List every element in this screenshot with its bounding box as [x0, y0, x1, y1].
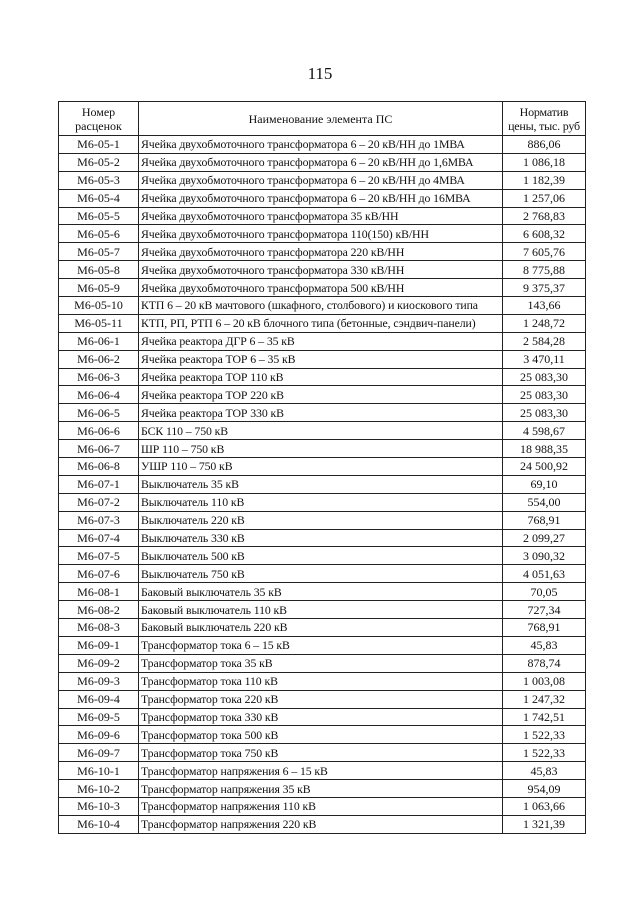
- cell-code: М6-05-2: [59, 153, 139, 171]
- cell-name: Трансформатор тока 500 кВ: [139, 726, 503, 744]
- cell-name: Трансформатор тока 6 – 15 кВ: [139, 636, 503, 654]
- cell-code: М6-06-1: [59, 332, 139, 350]
- cell-code: М6-09-7: [59, 744, 139, 762]
- table-row: [59, 279, 586, 297]
- table-row: [59, 654, 586, 672]
- cell-code: М6-09-4: [59, 690, 139, 708]
- cell-name: Ячейка двухобмоточного трансформатора 6 – 20 кВ/НН до 1,6МВА: [139, 153, 503, 171]
- cell-price: 878,74: [503, 654, 586, 672]
- price-table: [58, 101, 586, 834]
- cell-name: Ячейка двухобмоточного трансформатора 330 кВ/НН: [139, 261, 503, 279]
- cell-name: Ячейка двухобмоточного трансформатора 500 кВ/НН: [139, 279, 503, 297]
- table-row: [59, 619, 586, 637]
- cell-code: М6-06-3: [59, 368, 139, 386]
- cell-name: Выключатель 110 кВ: [139, 493, 503, 511]
- cell-price: 1 003,08: [503, 672, 586, 690]
- table-row: [59, 458, 586, 476]
- cell-name: Трансформатор тока 110 кВ: [139, 672, 503, 690]
- cell-name: БСК 110 – 750 кВ: [139, 422, 503, 440]
- cell-code: М6-09-5: [59, 708, 139, 726]
- cell-name: Выключатель 35 кВ: [139, 475, 503, 493]
- cell-code: М6-05-6: [59, 225, 139, 243]
- cell-code: М6-10-3: [59, 797, 139, 815]
- cell-code: М6-05-10: [59, 297, 139, 315]
- cell-price: 2 099,27: [503, 529, 586, 547]
- cell-price: 1 182,39: [503, 171, 586, 189]
- cell-name: Баковый выключатель 35 кВ: [139, 583, 503, 601]
- header-name: Наименование элемента ПС: [139, 102, 503, 136]
- table-row: [59, 565, 586, 583]
- cell-name: Ячейка двухобмоточного трансформатора 6 – 20 кВ/НН до 4МВА: [139, 171, 503, 189]
- cell-code: М6-05-3: [59, 171, 139, 189]
- cell-code: М6-09-3: [59, 672, 139, 690]
- cell-name: Выключатель 500 кВ: [139, 547, 503, 565]
- cell-price: 3 470,11: [503, 350, 586, 368]
- page-number: 115: [307, 64, 333, 83]
- cell-name: Трансформатор напряжения 220 кВ: [139, 815, 503, 833]
- table-row: [59, 171, 586, 189]
- cell-name: Выключатель 330 кВ: [139, 529, 503, 547]
- table-row: [59, 440, 586, 458]
- table-row: [59, 189, 586, 207]
- table-row: [59, 225, 586, 243]
- cell-code: М6-05-1: [59, 136, 139, 154]
- header-price: Норматив цены, тыс. руб: [503, 102, 586, 136]
- table-row: [59, 583, 586, 601]
- cell-code: М6-09-6: [59, 726, 139, 744]
- cell-code: М6-06-2: [59, 350, 139, 368]
- table-row: [59, 726, 586, 744]
- cell-price: 1 063,66: [503, 797, 586, 815]
- cell-price: 6 608,32: [503, 225, 586, 243]
- cell-price: 1 257,06: [503, 189, 586, 207]
- cell-price: 8 775,88: [503, 261, 586, 279]
- cell-name: Ячейка двухобмоточного трансформатора 220 кВ/НН: [139, 243, 503, 261]
- cell-code: М6-10-1: [59, 762, 139, 780]
- table-row: [59, 601, 586, 619]
- table-row: [59, 350, 586, 368]
- table-row: [59, 511, 586, 529]
- table-row: [59, 708, 586, 726]
- cell-code: М6-08-2: [59, 601, 139, 619]
- cell-code: М6-06-8: [59, 458, 139, 476]
- cell-name: Ячейка двухобмоточного трансформатора 35 кВ/НН: [139, 207, 503, 225]
- cell-name: Ячейка реактора ТОР 330 кВ: [139, 404, 503, 422]
- cell-name: Ячейка двухобмоточного трансформатора 6 – 20 кВ/НН до 16МВА: [139, 189, 503, 207]
- table-row: [59, 243, 586, 261]
- table-row: [59, 547, 586, 565]
- cell-code: М6-07-4: [59, 529, 139, 547]
- cell-price: 1 522,33: [503, 726, 586, 744]
- cell-name: ШР 110 – 750 кВ: [139, 440, 503, 458]
- cell-price: 7 605,76: [503, 243, 586, 261]
- cell-name: Ячейка реактора ДГР 6 – 35 кВ: [139, 332, 503, 350]
- cell-code: М6-05-8: [59, 261, 139, 279]
- cell-code: М6-05-9: [59, 279, 139, 297]
- cell-price: 1 247,32: [503, 690, 586, 708]
- cell-code: М6-07-5: [59, 547, 139, 565]
- cell-name: КТП 6 – 20 кВ мачтового (шкафного, столбового) и киоскового типа: [139, 297, 503, 315]
- table-row: [59, 797, 586, 815]
- cell-price: 9 375,37: [503, 279, 586, 297]
- cell-code: М6-09-1: [59, 636, 139, 654]
- cell-code: М6-07-1: [59, 475, 139, 493]
- cell-price: 45,83: [503, 636, 586, 654]
- cell-code: М6-06-5: [59, 404, 139, 422]
- cell-name: Трансформатор напряжения 35 кВ: [139, 780, 503, 798]
- table-row: [59, 636, 586, 654]
- table-row: [59, 690, 586, 708]
- cell-price: 554,00: [503, 493, 586, 511]
- cell-code: М6-10-4: [59, 815, 139, 833]
- cell-code: М6-05-11: [59, 314, 139, 332]
- cell-code: М6-08-1: [59, 583, 139, 601]
- cell-price: 2 584,28: [503, 332, 586, 350]
- cell-name: Трансформатор напряжения 6 – 15 кВ: [139, 762, 503, 780]
- cell-code: М6-05-7: [59, 243, 139, 261]
- cell-price: 1 086,18: [503, 153, 586, 171]
- table-row: [59, 207, 586, 225]
- cell-price: 954,09: [503, 780, 586, 798]
- cell-name: Выключатель 220 кВ: [139, 511, 503, 529]
- cell-price: 3 090,32: [503, 547, 586, 565]
- cell-name: КТП, РП, РТП 6 – 20 кВ блочного типа (бетонные, сэндвич-панели): [139, 314, 503, 332]
- cell-price: 25 083,30: [503, 386, 586, 404]
- cell-name: Трансформатор напряжения 110 кВ: [139, 797, 503, 815]
- cell-price: 69,10: [503, 475, 586, 493]
- cell-code: М6-05-4: [59, 189, 139, 207]
- cell-price: 1 248,72: [503, 314, 586, 332]
- table-body: [59, 136, 586, 834]
- table-row: [59, 261, 586, 279]
- table-row: [59, 672, 586, 690]
- cell-price: 25 083,30: [503, 404, 586, 422]
- table-row: [59, 404, 586, 422]
- header-code: Номер расценок: [59, 102, 139, 136]
- cell-code: М6-07-2: [59, 493, 139, 511]
- cell-code: М6-10-2: [59, 780, 139, 798]
- cell-price: 1 522,33: [503, 744, 586, 762]
- cell-name: Трансформатор тока 220 кВ: [139, 690, 503, 708]
- table-row: [59, 815, 586, 833]
- cell-price: 70,05: [503, 583, 586, 601]
- cell-code: М6-06-4: [59, 386, 139, 404]
- cell-code: М6-07-3: [59, 511, 139, 529]
- cell-code: М6-06-6: [59, 422, 139, 440]
- cell-price: 143,66: [503, 297, 586, 315]
- cell-code: М6-07-6: [59, 565, 139, 583]
- table-row: [59, 297, 586, 315]
- cell-price: 4 051,63: [503, 565, 586, 583]
- cell-price: 25 083,30: [503, 368, 586, 386]
- cell-code: М6-09-2: [59, 654, 139, 672]
- cell-name: УШР 110 – 750 кВ: [139, 458, 503, 476]
- cell-code: М6-05-5: [59, 207, 139, 225]
- table-row: [59, 314, 586, 332]
- table-row: [59, 332, 586, 350]
- cell-name: Ячейка реактора ТОР 6 – 35 кВ: [139, 350, 503, 368]
- table-row: [59, 744, 586, 762]
- table-header: [59, 102, 586, 136]
- cell-code: М6-08-3: [59, 619, 139, 637]
- table-row: [59, 386, 586, 404]
- cell-name: Ячейка реактора ТОР 110 кВ: [139, 368, 503, 386]
- cell-price: 24 500,92: [503, 458, 586, 476]
- cell-code: М6-06-7: [59, 440, 139, 458]
- cell-price: 768,91: [503, 511, 586, 529]
- cell-price: 727,34: [503, 601, 586, 619]
- cell-price: 4 598,67: [503, 422, 586, 440]
- table-row: [59, 475, 586, 493]
- cell-name: Ячейка двухобмоточного трансформатора 110(150) кВ/НН: [139, 225, 503, 243]
- header-row: [59, 102, 586, 136]
- cell-name: Баковый выключатель 220 кВ: [139, 619, 503, 637]
- cell-name: Ячейка реактора ТОР 220 кВ: [139, 386, 503, 404]
- table-row: [59, 780, 586, 798]
- cell-name: Трансформатор тока 750 кВ: [139, 744, 503, 762]
- table-row: [59, 153, 586, 171]
- cell-price: 2 768,83: [503, 207, 586, 225]
- cell-price: 886,06: [503, 136, 586, 154]
- cell-name: Ячейка двухобмоточного трансформатора 6 – 20 кВ/НН до 1МВА: [139, 136, 503, 154]
- cell-price: 18 988,35: [503, 440, 586, 458]
- cell-name: Трансформатор тока 35 кВ: [139, 654, 503, 672]
- cell-name: Трансформатор тока 330 кВ: [139, 708, 503, 726]
- cell-price: 1 321,39: [503, 815, 586, 833]
- table-row: [59, 422, 586, 440]
- table-row: [59, 762, 586, 780]
- cell-price: 1 742,51: [503, 708, 586, 726]
- table-row: [59, 493, 586, 511]
- cell-name: Выключатель 750 кВ: [139, 565, 503, 583]
- table-row: [59, 368, 586, 386]
- table-row: [59, 529, 586, 547]
- cell-name: Баковый выключатель 110 кВ: [139, 601, 503, 619]
- cell-price: 45,83: [503, 762, 586, 780]
- table-row: [59, 136, 586, 154]
- cell-price: 768,91: [503, 619, 586, 637]
